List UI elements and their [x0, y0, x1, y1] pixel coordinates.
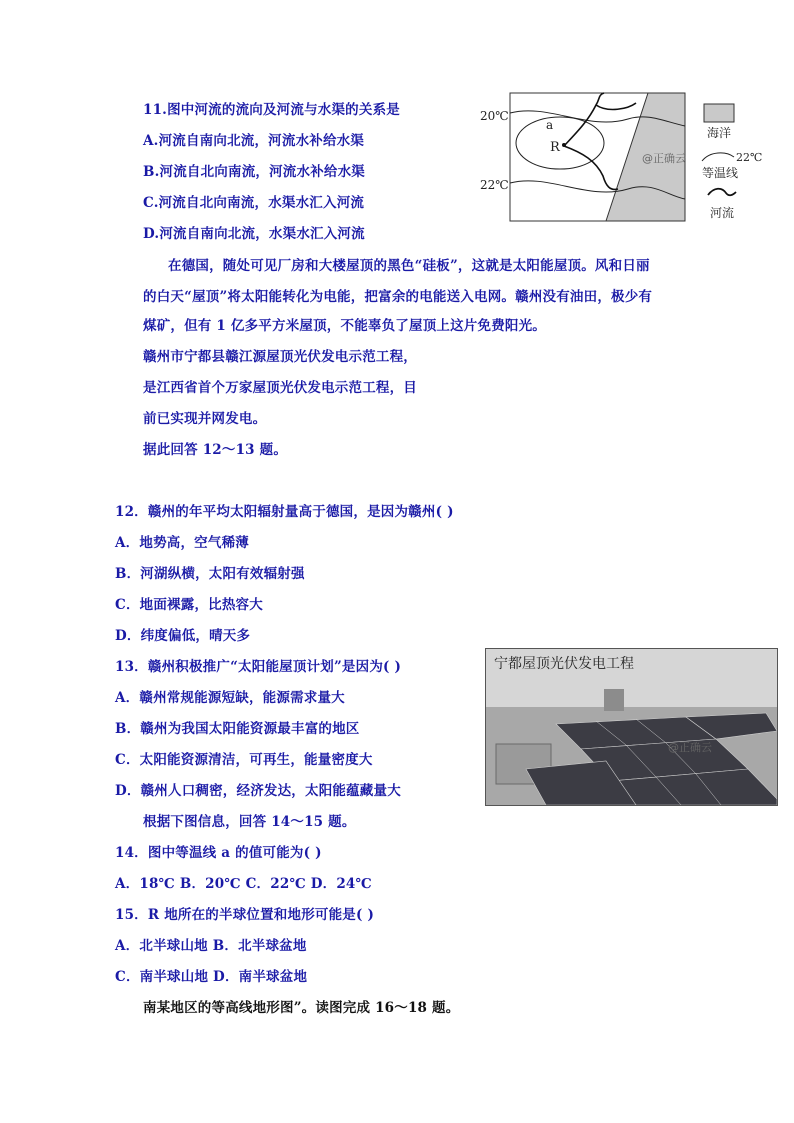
q13-stem: 13．赣州积极推广“太阳能屋顶计划”是因为( ): [115, 659, 402, 675]
isotherm-top-label: 20℃: [480, 109, 509, 123]
passage-line-5: 是江西省首个万家屋顶光伏发电示范工程，目: [143, 380, 417, 396]
q12-option-d: D．纬度偏低，晴天多: [115, 628, 251, 644]
q11-option-a: A.河流自南向北流，河流水补给水渠: [143, 133, 365, 149]
passage-line-4: 赣州市宁都县赣江源屋顶光伏发电示范工程，: [143, 349, 417, 365]
isotherm-map-svg: [478, 91, 778, 226]
legend-isotherm-label: 等温线: [702, 166, 739, 180]
q12-option-a: A．地势高，空气稀薄: [115, 535, 249, 551]
q14-stem: 14．图中等温线 a 的值可能为( ): [115, 845, 322, 861]
legend-ocean-swatch: [704, 104, 734, 122]
legend-river-symbol: [708, 189, 736, 196]
q11-option-b: B.河流自北向南流，河流水补给水渠: [143, 164, 366, 180]
point-r-dot: [562, 143, 566, 147]
q12-stem: 12．赣州的年平均太阳辐射量高于德国，是因为赣州( ): [115, 504, 454, 520]
passage-line-1: 在德国，随处可见厂房和大楼屋顶的黑色“硅板”，这就是太阳能屋顶。风和日丽: [168, 258, 650, 274]
photo-watermark: @正确云: [668, 741, 712, 754]
q13-option-c: C．太阳能资源清洁，可再生，能量密度大: [115, 752, 373, 768]
q15-options-cd: C．南半球山地 D．南半球盆地: [115, 969, 308, 985]
intro-14-15: 根据下图信息，回答 14～15 题。: [143, 814, 356, 830]
legend-isotherm-symbol: [702, 153, 734, 161]
isotherm-a-label: a: [546, 118, 554, 132]
q11-option-d: D.河流自南向北流，水渠水汇入河流: [143, 226, 365, 242]
q14-options: A．18℃ B．20℃ C．22℃ D．24℃: [115, 876, 372, 892]
passage-line-3: 煤矿，但有 1 亿多平方米屋顶，不能辜负了屋顶上这片免费阳光。: [143, 318, 546, 334]
passage-line-7: 据此回答 12～13 题。: [143, 442, 288, 458]
photo-title: 宁都屋顶光伏发电工程: [494, 656, 634, 672]
q11-option-c: C.河流自北向南流，水渠水汇入河流: [143, 195, 365, 211]
q12-option-b: B．河湖纵横，太阳有效辐射强: [115, 566, 305, 582]
intro-16-18: 南某地区的等高线地形图”。读图完成 16～18 题。: [143, 1000, 460, 1016]
isotherm-map-figure: [478, 91, 778, 226]
isotherm-bottom-label: 22℃: [480, 178, 509, 192]
legend-ocean-label: 海洋: [707, 126, 732, 140]
q15-stem: 15．R 地所在的半球位置和地形可能是( ): [115, 907, 375, 923]
map-watermark: @正确云: [642, 152, 686, 165]
point-r-label: R: [550, 140, 560, 155]
q11-stem: 11.图中河流的流向及河流与水渠的关系是: [143, 102, 400, 118]
solar-rooftop-photo: [485, 648, 778, 806]
legend-isotherm-value: 22℃: [736, 151, 763, 164]
passage-line-6: 前已实现并网发电。: [143, 411, 267, 427]
q13-option-b: B．赣州为我国太阳能资源最丰富的地区: [115, 721, 360, 737]
q13-option-a: A．赣州常规能源短缺，能源需求量大: [115, 690, 345, 706]
legend-river-label: 河流: [710, 206, 735, 220]
q15-options-ab: A．北半球山地 B．北半球盆地: [115, 938, 307, 954]
passage-line-2: 的白天“屋顶”将太阳能转化为电能，把富余的电能送入电网。赣州没有油田，极少有: [143, 289, 653, 305]
q12-option-c: C．地面裸露，比热容大: [115, 597, 263, 613]
q13-option-d: D．赣州人口稠密，经济发达，太阳能蕴藏量大: [115, 783, 401, 799]
